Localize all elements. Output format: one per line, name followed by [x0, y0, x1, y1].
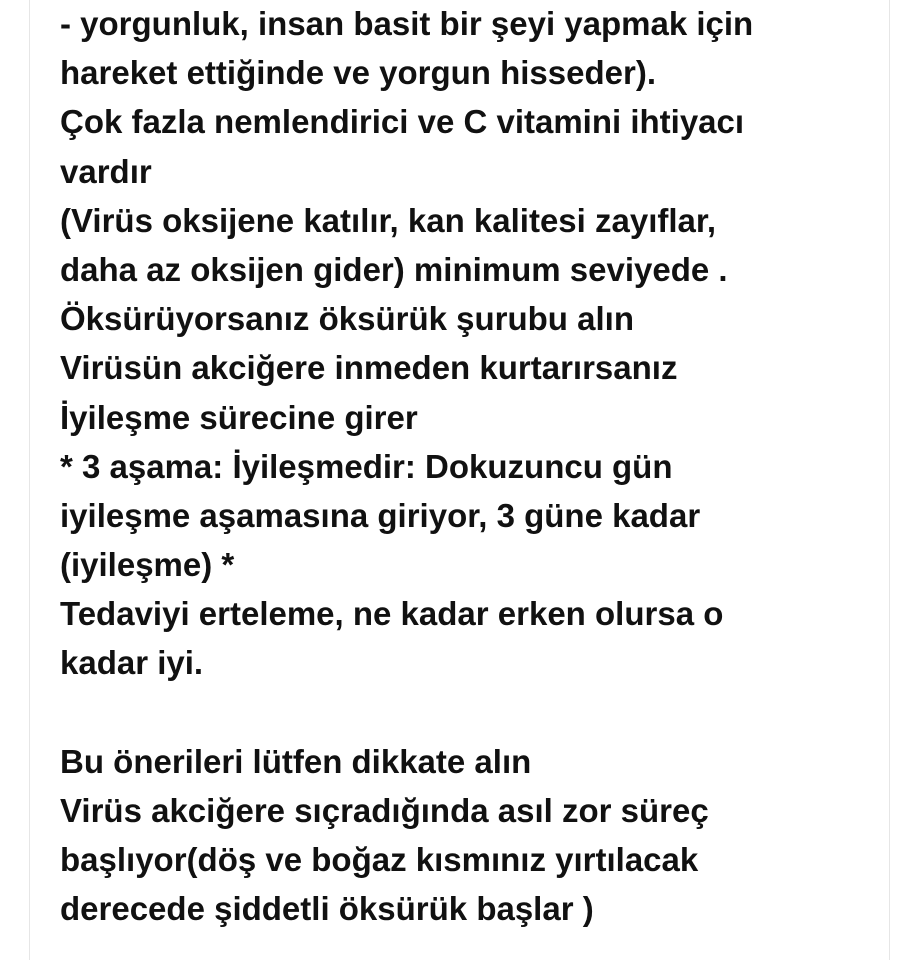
paragraph-gap: [60, 688, 880, 737]
text-line: Öksürüyorsanız öksürük şurubu alın: [60, 300, 634, 338]
text-line: (iyileşme) *: [60, 546, 235, 584]
page-edge-right: [889, 0, 890, 960]
text-line: İyileşme sürecine girer: [60, 398, 418, 436]
text-line: Çok fazla nemlendirici ve C vitamini ihtiyacı: [60, 103, 745, 141]
text-line: Bu önerileri lütfen dikkate alın: [60, 742, 532, 780]
page-edge-left: [29, 0, 30, 960]
text-line: vardır: [60, 152, 152, 190]
text-line: iyileşme aşamasına giriyor, 3 güne kadar: [60, 496, 701, 534]
text-line: Virüs akciğere sıçradığında asıl zor süreç: [60, 792, 709, 829]
note-text: [60, 0, 880, 934]
text-line: hareket ettiğinde ve yorgun hisseder).: [60, 54, 656, 92]
text-line: kadar iyi.: [60, 644, 204, 682]
text-line: Virüsün akciğere inmeden kurtarırsanız: [60, 349, 678, 387]
text-line: derecede şiddetli öksürük başlar ): [60, 890, 594, 928]
text-line: daha az oksijen gider) minimum seviyede .: [60, 250, 728, 288]
text-line: (Virüs oksijene katılır, kan kalitesi zayıflar,: [60, 201, 717, 239]
text-line: başlıyor(döş ve boğaz kısmınız yırtılacak: [60, 841, 699, 879]
text-line: * 3 aşama: İyileşmedir: Dokuzuncu gün: [60, 447, 673, 485]
text-line: - yorgunluk, insan basit bir şeyi yapmak için: [60, 5, 754, 42]
text-line: Tedaviyi erteleme, ne kadar erken olursa o: [60, 595, 724, 633]
